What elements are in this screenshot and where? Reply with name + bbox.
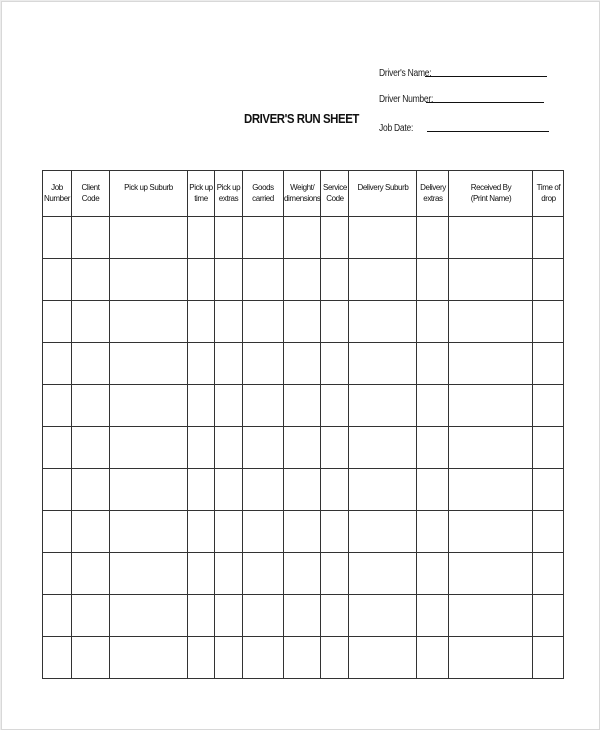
column-header	[284, 171, 321, 217]
table-cell[interactable]	[188, 469, 215, 511]
table-cell[interactable]	[449, 301, 533, 343]
table-cell[interactable]	[449, 217, 533, 259]
column-header	[72, 171, 110, 217]
table-cell[interactable]	[417, 469, 449, 511]
table-cell[interactable]	[215, 343, 243, 385]
table-cell[interactable]	[243, 469, 284, 511]
column-header-line: Service	[323, 183, 347, 192]
table-cell[interactable]	[284, 385, 321, 427]
table-cell[interactable]	[110, 595, 188, 637]
table-cell[interactable]	[110, 427, 188, 469]
table-cell[interactable]	[417, 595, 449, 637]
table-cell[interactable]	[72, 259, 110, 301]
table-cell[interactable]	[284, 343, 321, 385]
driver-number-label: Driver Number:	[379, 94, 434, 105]
column-header-line: Code	[326, 194, 344, 203]
table-cell[interactable]	[449, 553, 533, 595]
table-cell[interactable]	[110, 217, 188, 259]
table-cell[interactable]	[349, 259, 417, 301]
table-cell[interactable]	[284, 427, 321, 469]
table-cell[interactable]	[417, 553, 449, 595]
table-cell[interactable]	[284, 259, 321, 301]
table-cell[interactable]	[349, 343, 417, 385]
table-cell[interactable]	[72, 469, 110, 511]
table-cell[interactable]	[533, 301, 564, 343]
table-cell[interactable]	[243, 595, 284, 637]
table-cell[interactable]	[110, 343, 188, 385]
table-cell[interactable]	[243, 385, 284, 427]
table-cell[interactable]	[349, 301, 417, 343]
table-cell[interactable]	[417, 427, 449, 469]
table-cell[interactable]	[243, 553, 284, 595]
table-cell[interactable]	[533, 637, 564, 679]
table-cell[interactable]	[417, 385, 449, 427]
column-header-line: extras	[218, 194, 239, 203]
column-header-line: Pick up	[189, 183, 213, 192]
table-cell[interactable]	[284, 511, 321, 553]
table-header-row	[43, 171, 564, 217]
table-cell[interactable]	[417, 637, 449, 679]
table-cell[interactable]	[110, 259, 188, 301]
table-cell[interactable]	[321, 427, 349, 469]
table-cell[interactable]	[533, 259, 564, 301]
table-cell[interactable]	[215, 469, 243, 511]
table-cell[interactable]	[243, 343, 284, 385]
table-cell[interactable]	[43, 301, 72, 343]
table-cell[interactable]	[72, 217, 110, 259]
table-cell[interactable]	[72, 511, 110, 553]
table-cell[interactable]	[43, 637, 72, 679]
table-cell[interactable]	[43, 343, 72, 385]
table-cell[interactable]	[321, 553, 349, 595]
table-cell[interactable]	[72, 301, 110, 343]
table-cell[interactable]	[188, 427, 215, 469]
table-cell[interactable]	[72, 385, 110, 427]
table-cell[interactable]	[43, 469, 72, 511]
column-header-line: Job	[51, 183, 63, 192]
table-row	[43, 343, 564, 385]
column-header-line: carried	[252, 194, 274, 203]
table-cell[interactable]	[215, 217, 243, 259]
job-date-field[interactable]	[427, 131, 549, 132]
column-header-line: Goods	[252, 183, 274, 192]
table-cell[interactable]	[349, 217, 417, 259]
table-cell[interactable]	[188, 511, 215, 553]
table-cell[interactable]	[321, 217, 349, 259]
table-cell[interactable]	[284, 469, 321, 511]
table-cell[interactable]	[188, 343, 215, 385]
table-cell[interactable]	[188, 637, 215, 679]
table-cell[interactable]	[243, 217, 284, 259]
table-cell[interactable]	[188, 259, 215, 301]
drivers-name-label: Driver's Name:	[379, 68, 432, 79]
table-cell[interactable]	[321, 595, 349, 637]
table-row	[43, 301, 564, 343]
table-row	[43, 259, 564, 301]
column-header-line: Number	[43, 194, 71, 203]
table-cell[interactable]	[321, 511, 349, 553]
table-cell[interactable]	[215, 259, 243, 301]
table-cell[interactable]	[72, 553, 110, 595]
table-cell[interactable]	[321, 343, 349, 385]
column-header	[43, 171, 72, 217]
table-row	[43, 637, 564, 679]
table-cell[interactable]	[110, 385, 188, 427]
table-cell[interactable]	[449, 469, 533, 511]
table-cell[interactable]	[284, 553, 321, 595]
column-header-line: Time of	[536, 183, 561, 192]
table-cell[interactable]	[533, 217, 564, 259]
table-cell[interactable]	[110, 469, 188, 511]
table-cell[interactable]	[284, 301, 321, 343]
table-row	[43, 385, 564, 427]
column-header-line: dimensions	[284, 194, 321, 203]
table-row	[43, 595, 564, 637]
table-cell[interactable]	[533, 343, 564, 385]
table-cell[interactable]	[417, 217, 449, 259]
table-cell[interactable]	[533, 595, 564, 637]
column-header-line: Pick up Suburb	[124, 183, 173, 192]
table-row	[43, 511, 564, 553]
table-cell[interactable]	[349, 595, 417, 637]
table-cell[interactable]	[188, 553, 215, 595]
table-cell[interactable]	[321, 469, 349, 511]
table-cell[interactable]	[533, 511, 564, 553]
table-cell[interactable]	[72, 427, 110, 469]
job-date-label: Job Date:	[379, 123, 414, 134]
table-cell[interactable]	[43, 259, 72, 301]
table-cell[interactable]	[188, 385, 215, 427]
table-row	[43, 217, 564, 259]
table-cell[interactable]	[110, 511, 188, 553]
table-cell[interactable]	[449, 637, 533, 679]
table-row	[43, 427, 564, 469]
table-cell[interactable]	[243, 427, 284, 469]
document-page	[1, 1, 600, 730]
table-cell[interactable]	[215, 637, 243, 679]
table-cell[interactable]	[110, 301, 188, 343]
table-cell[interactable]	[72, 343, 110, 385]
column-header	[321, 171, 349, 217]
column-header-line: Weight/	[290, 183, 315, 192]
table-cell[interactable]	[243, 301, 284, 343]
table-cell[interactable]	[215, 301, 243, 343]
table-cell[interactable]	[215, 385, 243, 427]
table-cell[interactable]	[215, 553, 243, 595]
table-cell[interactable]	[321, 301, 349, 343]
table-cell[interactable]	[417, 259, 449, 301]
table-cell[interactable]	[43, 385, 72, 427]
table-cell[interactable]	[349, 427, 417, 469]
page-title: DRIVER'S RUN SHEET	[244, 111, 359, 126]
table-cell[interactable]	[349, 553, 417, 595]
table-cell[interactable]	[321, 385, 349, 427]
table-cell[interactable]	[188, 217, 215, 259]
column-header-line: Pick up	[216, 183, 241, 192]
table-cell[interactable]	[449, 343, 533, 385]
table-cell[interactable]	[284, 637, 321, 679]
table-cell[interactable]	[349, 511, 417, 553]
table-cell[interactable]	[321, 637, 349, 679]
column-header	[243, 171, 284, 217]
table-cell[interactable]	[533, 427, 564, 469]
run-sheet-table	[42, 170, 564, 679]
table-cell[interactable]	[449, 259, 533, 301]
table-cell[interactable]	[449, 427, 533, 469]
table-cell[interactable]	[449, 511, 533, 553]
table-cell[interactable]	[349, 637, 417, 679]
drivers-name-field[interactable]	[425, 76, 547, 77]
column-header-line: (Print Name)	[470, 194, 512, 203]
column-header-line: extras	[423, 194, 443, 203]
table-cell[interactable]	[243, 259, 284, 301]
table-cell[interactable]	[321, 259, 349, 301]
column-header-line: time	[194, 194, 208, 203]
column-header	[349, 171, 417, 217]
column-header	[188, 171, 215, 217]
column-header-line: drop	[541, 194, 556, 203]
column-header	[533, 171, 564, 217]
column-header-line: Delivery	[420, 183, 446, 192]
table-cell[interactable]	[43, 217, 72, 259]
table-cell[interactable]	[43, 511, 72, 553]
table-cell[interactable]	[284, 217, 321, 259]
table-cell[interactable]	[417, 301, 449, 343]
table-cell[interactable]	[43, 553, 72, 595]
column-header-line: Received By	[470, 183, 512, 192]
column-header-line: Delivery Suburb	[357, 183, 409, 192]
column-header-line: Client Code	[81, 183, 100, 203]
table-cell[interactable]	[110, 637, 188, 679]
table-row	[43, 553, 564, 595]
table-cell[interactable]	[449, 595, 533, 637]
table-cell[interactable]	[449, 385, 533, 427]
table-cell[interactable]	[215, 595, 243, 637]
table-cell[interactable]	[284, 595, 321, 637]
column-header	[215, 171, 243, 217]
table-cell[interactable]	[417, 343, 449, 385]
table-row	[43, 469, 564, 511]
table-cell[interactable]	[72, 595, 110, 637]
table-cell[interactable]	[243, 511, 284, 553]
table-cell[interactable]	[72, 637, 110, 679]
table-cell[interactable]	[215, 511, 243, 553]
driver-number-field[interactable]	[426, 102, 544, 103]
table-cell[interactable]	[43, 427, 72, 469]
table-cell[interactable]	[417, 511, 449, 553]
table-cell[interactable]	[533, 469, 564, 511]
table-cell[interactable]	[349, 385, 417, 427]
table-cell[interactable]	[188, 595, 215, 637]
table-cell[interactable]	[349, 469, 417, 511]
table-cell[interactable]	[243, 637, 284, 679]
column-header	[110, 171, 188, 217]
table-cell[interactable]	[43, 595, 72, 637]
column-header	[417, 171, 449, 217]
table-cell[interactable]	[533, 553, 564, 595]
table-cell[interactable]	[533, 385, 564, 427]
table-cell[interactable]	[215, 427, 243, 469]
column-header	[449, 171, 533, 217]
table-cell[interactable]	[110, 553, 188, 595]
table-cell[interactable]	[188, 301, 215, 343]
